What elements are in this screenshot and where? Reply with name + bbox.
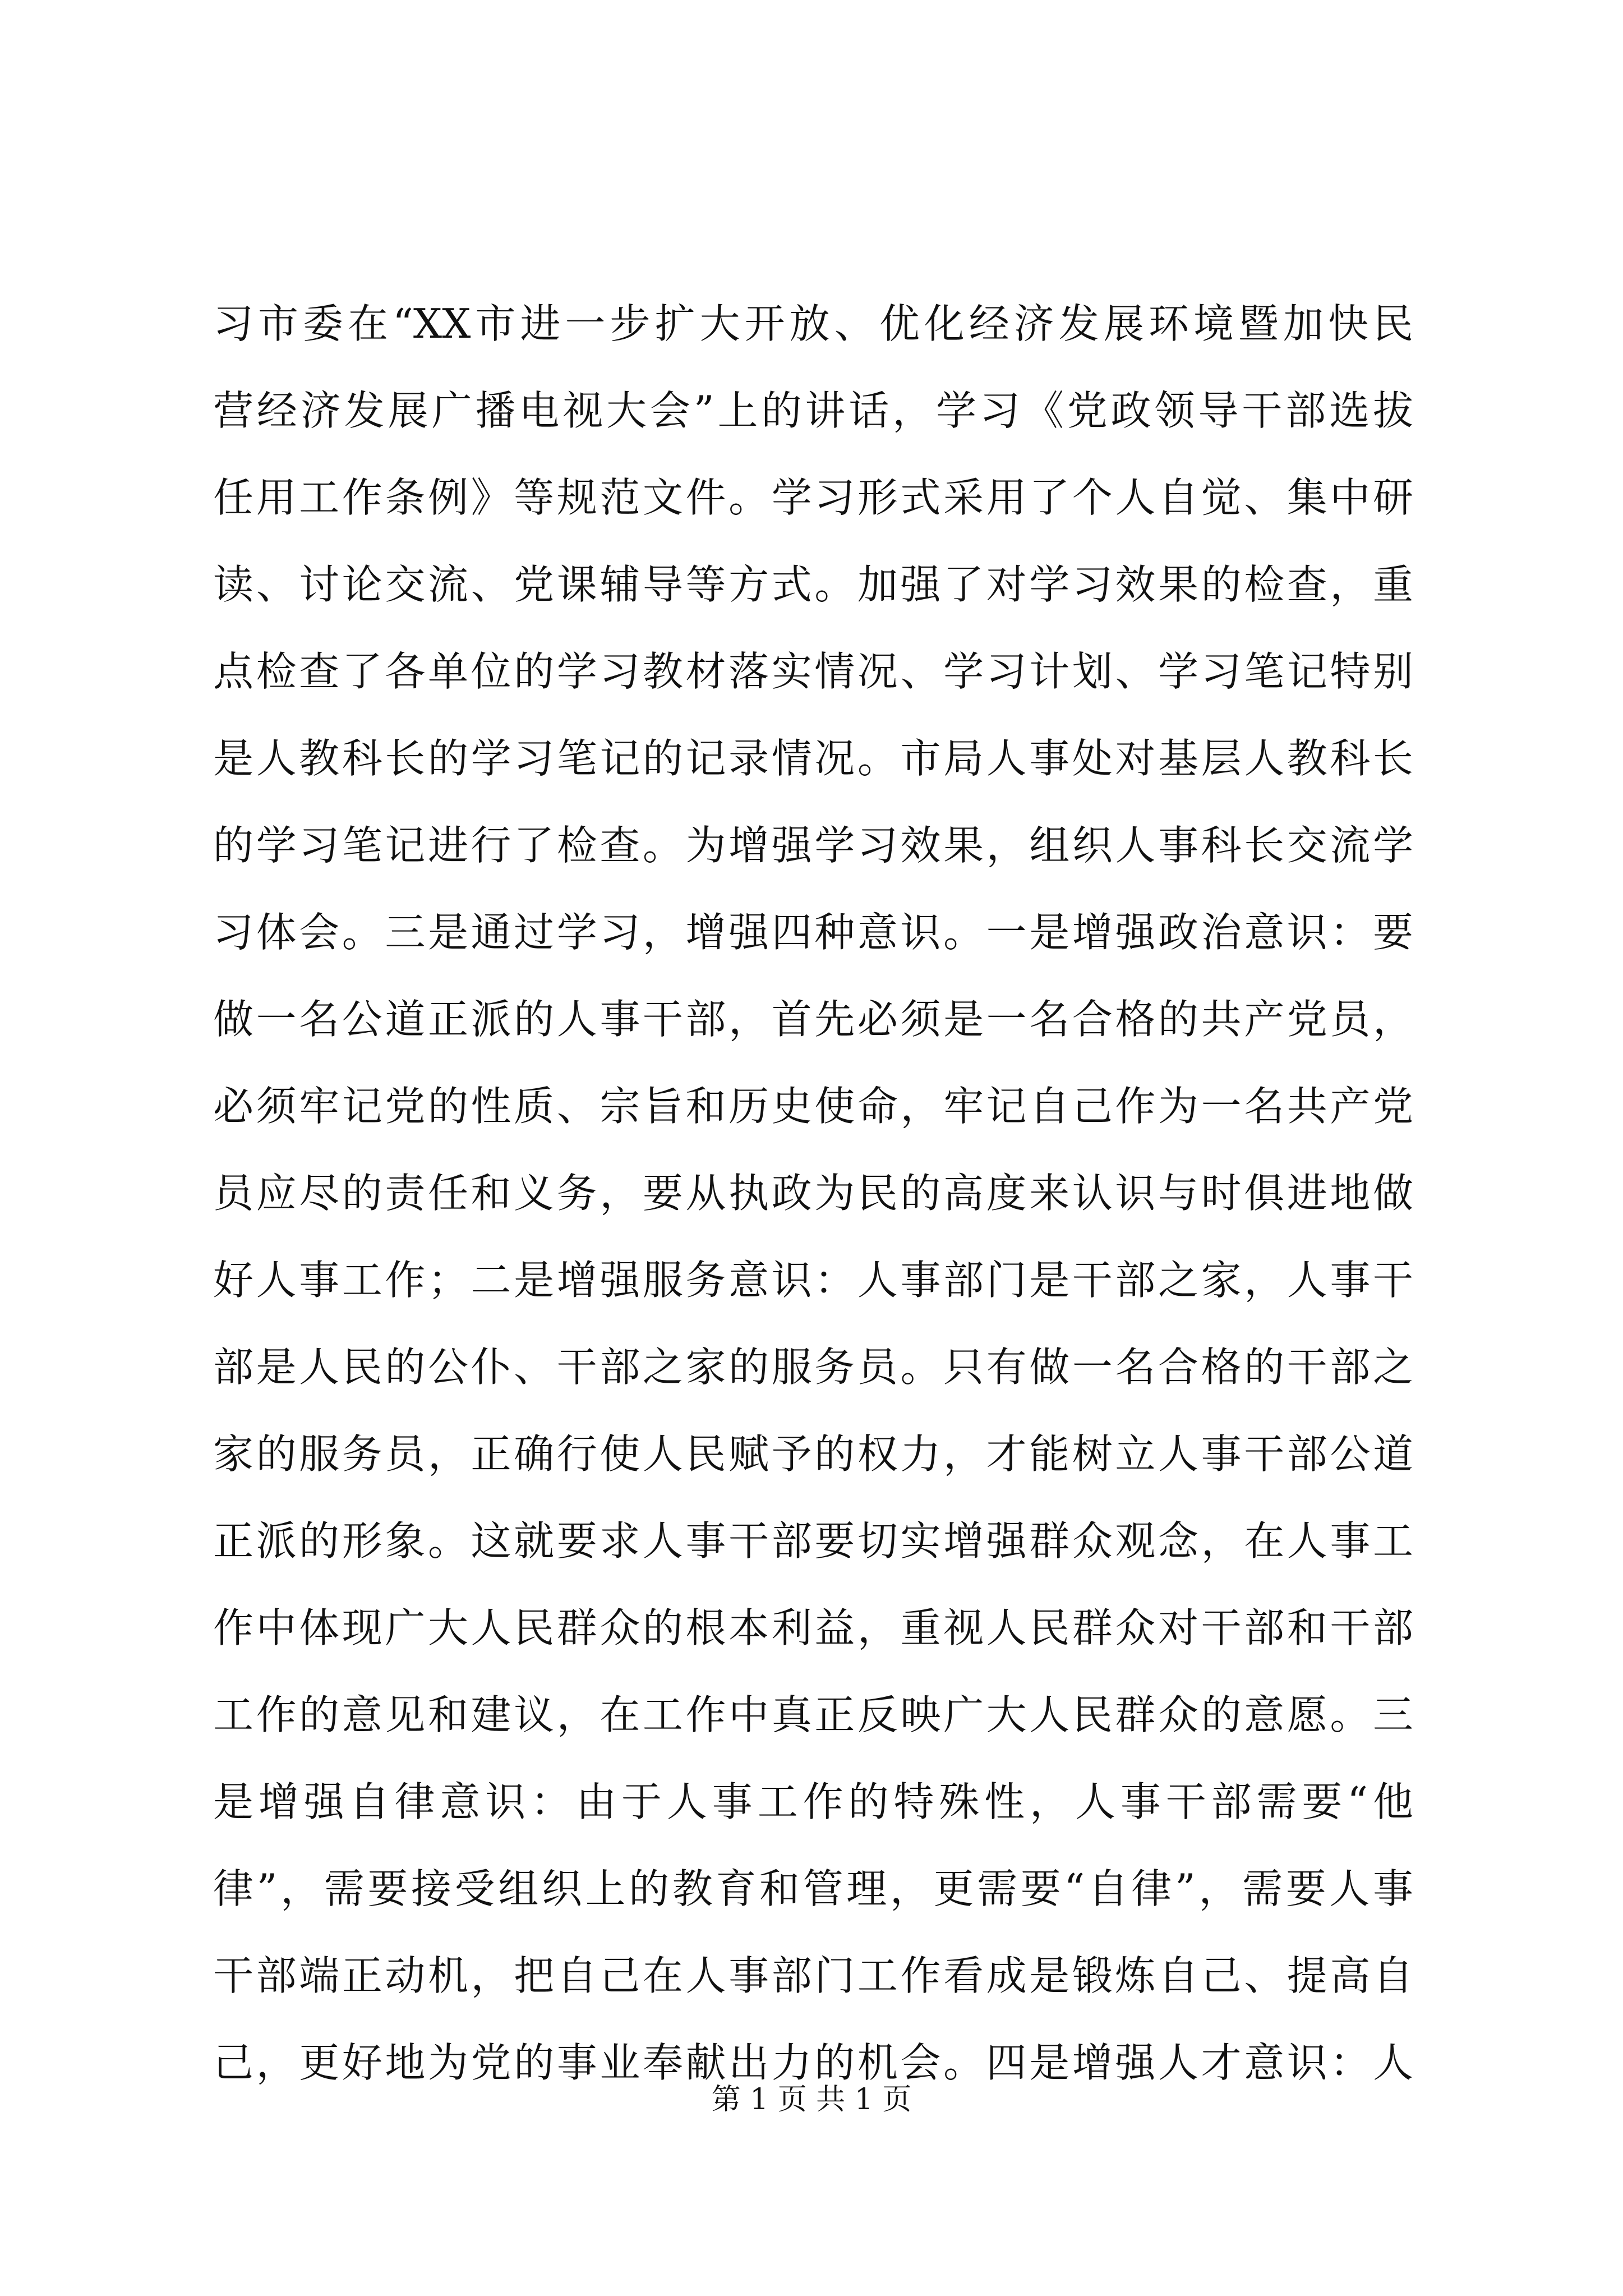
text-line-3: 任用工作条例》等规范文件。学习形式采用了个人自觉、集中研 xyxy=(213,474,1413,521)
text-line-13: 部是人民的公仆、干部之家的服务员。只有做一名合格的干部之 xyxy=(213,1343,1413,1391)
text-line-19: 律”，需要接受组织上的教育和管理，更需要“自律”，需要人事 xyxy=(213,1865,1413,1912)
text-line-2: 营经济发展广播电视大会”上的讲话，学习《党政领导干部选拔 xyxy=(213,387,1413,434)
text-line-6: 是人教科长的学习笔记的记录情况。市局人事处对基层人教科长 xyxy=(213,735,1413,782)
text-line-5: 点检查了各单位的学习教材落实情况、学习计划、学习笔记特别 xyxy=(213,648,1413,695)
text-line-16: 作中体现广大人民群众的根本利益，重视人民群众对干部和干部 xyxy=(213,1604,1413,1651)
page-footer: 第 1 页 共 1 页 xyxy=(711,2083,912,2116)
text-line-7: 的学习笔记进行了检查。为增强学习效果，组织人事科长交流学 xyxy=(213,822,1413,869)
body-text xyxy=(213,280,1413,2106)
text-line-1: 习市委在“XX市进一步扩大开放、优化经济发展环境暨加快民 xyxy=(213,300,1413,347)
text-line-20: 干部端正动机，把自己在人事部门工作看成是锻炼自己、提高自 xyxy=(213,1952,1413,1999)
text-line-11: 员应尽的责任和义务，要从执政为民的高度来认识与时俱进地做 xyxy=(213,1170,1413,1217)
text-line-4: 读、讨论交流、党课辅导等方式。加强了对学习效果的检查，重 xyxy=(213,561,1413,608)
text-line-15: 正派的形象。这就要求人事干部要切实增强群众观念，在人事工 xyxy=(213,1517,1413,1565)
text-line-18: 是增强自律意识：由于人事工作的特殊性，人事干部需要“他 xyxy=(213,1778,1413,1825)
text-line-17: 工作的意见和建议，在工作中真正反映广大人民群众的意愿。三 xyxy=(213,1691,1413,1738)
text-line-12: 好人事工作；二是增强服务意识：人事部门是干部之家，人事干 xyxy=(213,1257,1413,1304)
text-line-10: 必须牢记党的性质、宗旨和历史使命，牢记自己作为一名共产党 xyxy=(213,1083,1413,1130)
text-line-9: 做一名公道正派的人事干部，首先必须是一名合格的共产党员， xyxy=(213,996,1413,1043)
text-line-8: 习体会。三是通过学习，增强四种意识。一是增强政治意识：要 xyxy=(213,909,1413,956)
text-line-14: 家的服务员，正确行使人民赋予的权力，才能树立人事干部公道 xyxy=(213,1430,1413,1478)
text-line-21: 己，更好地为党的事业奉献出力的机会。四是增强人才意识：人 xyxy=(213,2039,1413,2086)
